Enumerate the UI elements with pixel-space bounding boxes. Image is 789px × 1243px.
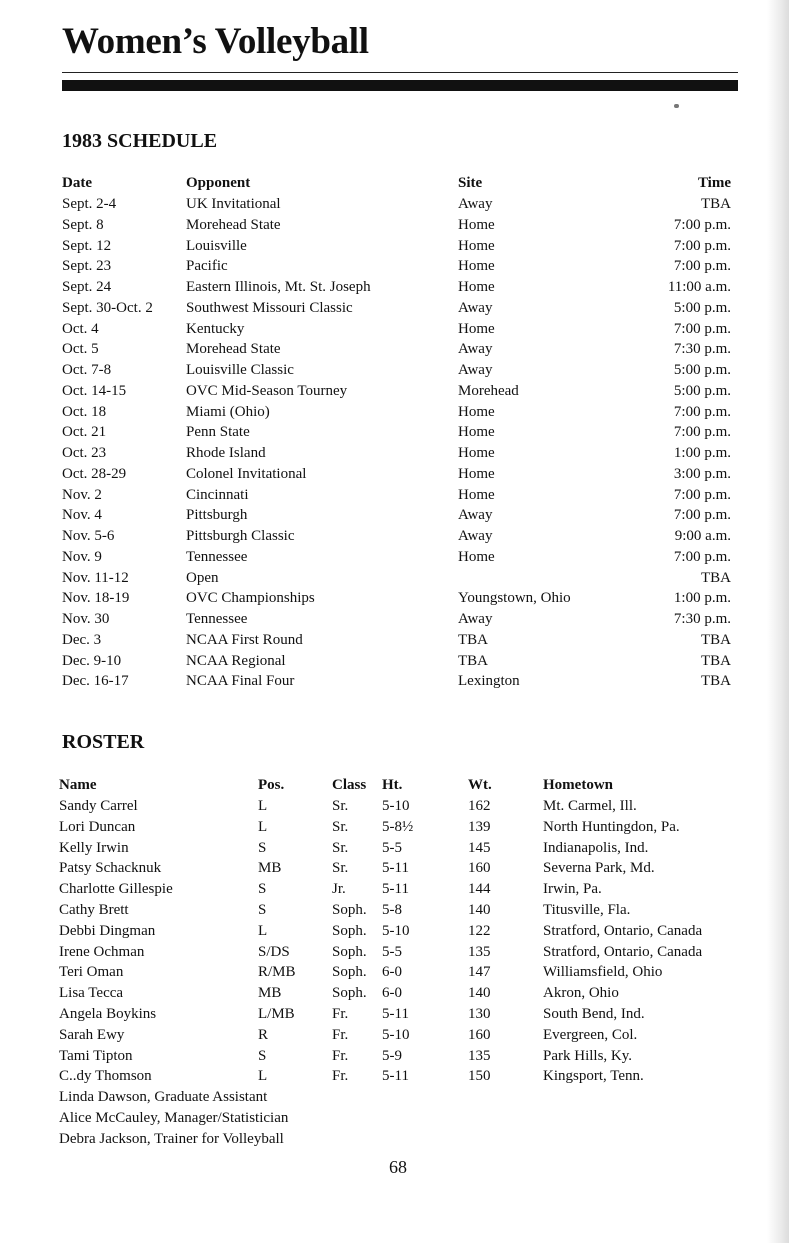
schedule-time: TBA [701,631,731,648]
roster-ht: 5-10 [382,798,410,814]
schedule-opponent: Pacific [186,258,228,275]
roster-class: Sr. [332,818,349,835]
schedule-row [0,609,760,630]
schedule-opponent: Open [186,569,219,586]
roster-row [0,838,760,859]
schedule-time: 7:00 p.m. [673,258,731,275]
roster-row [0,1025,760,1046]
roster-name: Sandy Carrel [59,798,138,814]
schedule-time: TBA [701,673,731,690]
schedule-time: 3:00 p.m. [673,465,731,482]
schedule-site: Home [458,486,495,503]
schedule-row [0,215,760,236]
schedule-date: Nov. 2 [62,486,102,503]
schedule-date: Sept. 8 [62,216,104,233]
roster-class: Fr. [332,1047,349,1064]
schedule-site: TBA [458,631,488,648]
roster-class: Fr. [332,1026,349,1043]
schedule-time: 7:00 p.m. [673,403,731,420]
schedule-opponent: Morehead State [186,341,281,358]
page-edge-shadow [767,0,789,1243]
roster-class: Soph. [332,985,367,1002]
schedule-time: 7:30 p.m. [673,341,731,358]
roster-pos: R [258,1026,269,1043]
schedule-site: Away [458,362,493,378]
schedule-col-date: Date [62,175,92,191]
roster-hometown: Titusville, Fla. [543,902,631,918]
schedule-site: Home [458,279,495,295]
schedule-row [0,298,760,319]
staff-line: Linda Dawson, Graduate Assistant [59,1089,268,1105]
staff-line: Debra Jackson, Trainer for Volleyball [59,1131,284,1147]
schedule-date: Sept. 12 [62,237,112,254]
schedule-row [0,568,760,589]
roster-pos: L [258,1068,268,1085]
roster-ht: 6-0 [382,985,402,1002]
schedule-row [0,547,760,568]
roster-pos: L [258,798,268,814]
roster-row [0,962,760,983]
roster-row [0,900,760,921]
roster-pos: S [258,881,267,898]
roster-ht: 5-10 [382,922,410,939]
roster-hometown: Stratford, Ontario, Canada [543,922,703,939]
roster-col-ht: Ht. [382,777,403,793]
schedule-site: Home [458,216,495,233]
schedule-date: Oct. 23 [62,445,107,461]
schedule-date: Nov. 11-12 [62,569,129,586]
roster-ht: 5-5 [382,943,402,960]
schedule-header-row [0,173,760,194]
roster-class: Jr. [332,881,346,898]
schedule-opponent: OVC Championships [186,590,315,607]
roster-col-pos: Pos. [258,777,285,793]
schedule-date: Oct. 28-29 [62,465,127,482]
roster-pos: MB [258,985,282,1002]
staff-line: Alice McCauley, Manager/Statistician [59,1110,289,1126]
schedule-time: 7:00 p.m. [673,237,731,254]
schedule-row [0,651,760,672]
schedule-date: Dec. 16-17 [62,673,129,690]
schedule-opponent: Eastern Illinois, Mt. St. Joseph [186,279,371,295]
roster-col-wt: Wt. [468,777,492,793]
roster-name: Irene Ochman [59,943,145,960]
roster-class: Soph. [332,943,367,960]
roster-row [0,879,760,900]
schedule-time: 5:00 p.m. [673,299,731,316]
roster-hometown: Park Hills, Ky. [543,1047,633,1064]
roster-pos: S [258,839,267,856]
schedule-opponent: Penn State [186,424,250,441]
schedule-site: Away [458,196,493,212]
schedule-date: Oct. 21 [62,424,107,441]
schedule-col-time: Time [697,175,731,191]
roster-row [0,858,760,879]
schedule-time: 1:00 p.m. [673,445,731,461]
schedule-time: TBA [701,652,731,669]
schedule-site: Home [458,320,495,337]
schedule-col-opponent: Opponent [186,175,251,191]
roster-hometown: South Bend, Ind. [543,1006,645,1022]
roster-wt: 140 [468,902,491,918]
roster-wt: 135 [468,943,491,960]
schedule-date: Nov. 4 [62,507,102,524]
schedule-row [0,671,760,692]
roster-hometown: Severna Park, Md. [543,860,655,877]
schedule-site: Away [458,341,493,358]
schedule-col-site: Site [458,175,483,191]
roster-class: Soph. [332,922,367,939]
roster-wt: 135 [468,1047,491,1064]
schedule-opponent: Louisville Classic [186,362,294,378]
schedule-site: Away [458,299,493,316]
schedule-row [0,277,760,298]
schedule-row [0,339,760,360]
schedule-row [0,422,760,443]
schedule-opponent: Tennessee [186,548,248,565]
schedule-time: 5:00 p.m. [673,382,731,399]
schedule-site: Away [458,611,493,627]
schedule-site: Home [458,445,495,461]
roster-wt: 122 [468,922,491,939]
roster-row [0,817,760,838]
schedule-site: Lexington [458,673,520,690]
schedule-time: 7:30 p.m. [673,611,731,627]
roster-ht: 5-8 [382,902,402,918]
schedule-time: 1:00 p.m. [673,590,731,607]
schedule-time: TBA [701,196,731,212]
schedule-date: Oct. 18 [62,403,107,420]
roster-wt: 145 [468,839,491,856]
roster-hometown: Kingsport, Tenn. [543,1068,644,1085]
roster-pos: MB [258,860,282,877]
schedule-row [0,485,760,506]
roster-row [0,942,760,963]
roster-hometown: Akron, Ohio [543,985,619,1002]
schedule-opponent: Cincinnati [186,486,249,503]
roster-pos: L/MB [258,1006,295,1022]
schedule-opponent: UK Invitational [186,196,281,212]
roster-ht: 5-11 [382,881,409,898]
roster-col-class: Class [332,777,367,793]
schedule-time: TBA [701,569,731,586]
schedule-site: Home [458,465,495,482]
roster-ht: 5-11 [382,1006,409,1022]
roster-ht: 5-8½ [382,818,414,835]
roster-pos: R/MB [258,964,296,981]
roster-hometown: North Huntingdon, Pa. [543,818,680,835]
schedule-site: Home [458,403,495,420]
schedule-row [0,256,760,277]
roster-hometown: Indianapolis, Ind. [543,839,649,856]
roster-hometown: Mt. Carmel, Ill. [543,798,637,814]
schedule-date: Nov. 30 [62,611,110,627]
schedule-opponent: NCAA Final Four [186,673,295,690]
print-speck [674,104,679,108]
roster-row [0,983,760,1004]
schedule-row [0,526,760,547]
roster-name: Kelly Irwin [59,839,129,856]
schedule-site: Away [458,507,493,524]
roster-ht: 6-0 [382,964,402,981]
schedule-row [0,630,760,651]
schedule-opponent: Pittsburgh Classic [186,528,295,544]
schedule-time: 7:00 p.m. [673,486,731,503]
schedule-row [0,588,760,609]
schedule-time: 7:00 p.m. [673,216,731,233]
schedule-time: 7:00 p.m. [673,424,731,441]
roster-ht: 5-10 [382,1026,410,1043]
schedule-site: Home [458,548,495,565]
roster-class: Fr. [332,1068,349,1085]
schedule-opponent: Rhode Island [186,445,266,461]
roster-pos: S [258,902,267,918]
schedule-opponent: Morehead State [186,216,281,233]
schedule-date: Sept. 24 [62,279,112,295]
roster-hometown: Irwin, Pa. [543,881,602,898]
title-rule-thick [62,80,738,91]
schedule-row [0,194,760,215]
schedule-date: Dec. 9-10 [62,652,122,669]
schedule-date: Oct. 7-8 [62,362,112,378]
schedule-date: Oct. 14-15 [62,382,127,399]
schedule-site: Away [458,528,493,544]
schedule-row [0,319,760,340]
roster-ht: 5-11 [382,860,409,877]
schedule-site: Morehead [458,382,519,399]
schedule-site: Youngstown, Ohio [458,590,571,607]
roster-name: Cathy Brett [59,902,129,918]
roster-name: Lori Duncan [59,818,136,835]
roster-ht: 5-9 [382,1047,402,1064]
roster-row [0,796,760,817]
roster-name: Debbi Dingman [59,922,156,939]
schedule-opponent: OVC Mid-Season Tourney [186,382,348,399]
roster-name: Sarah Ewy [59,1026,125,1043]
schedule-time: 7:00 p.m. [673,507,731,524]
schedule-time: 11:00 a.m. [667,279,731,295]
roster-ht: 5-11 [382,1068,409,1085]
schedule-site: Home [458,258,495,275]
schedule-date: Dec. 3 [62,631,102,648]
schedule-opponent: Kentucky [186,320,245,337]
roster-wt: 139 [468,818,491,835]
title-rule-thin [62,72,738,73]
roster-class: Soph. [332,964,367,981]
schedule-time: 9:00 a.m. [674,528,731,544]
schedule-date: Nov. 18-19 [62,590,130,607]
roster-wt: 162 [468,798,491,814]
schedule-date: Nov. 5-6 [62,528,115,544]
roster-name: C..dy Thomson [59,1068,152,1085]
schedule-time: 7:00 p.m. [673,548,731,565]
roster-class: Sr. [332,860,349,877]
schedule-site: TBA [458,652,488,669]
roster-row [0,921,760,942]
roster-class: Fr. [332,1006,349,1022]
schedule-row [0,443,760,464]
roster-class: Sr. [332,839,349,856]
roster-wt: 130 [468,1006,491,1022]
roster-col-name: Name [59,777,97,793]
roster-hometown: Stratford, Ontario, Canada [543,943,703,960]
schedule-row [0,402,760,423]
roster-name: Angela Boykins [59,1006,157,1022]
roster-pos: S [258,1047,267,1064]
schedule-opponent: Colonel Invitational [186,465,307,482]
schedule-time: 7:00 p.m. [673,320,731,337]
schedule-date: Sept. 2-4 [62,196,117,212]
page-number: 68 [389,1157,407,1177]
roster-class: Sr. [332,798,349,814]
roster-heading: ROSTER [62,731,145,753]
roster-name: Patsy Schacknuk [59,860,162,877]
schedule-opponent: Louisville [186,237,247,254]
roster-wt: 150 [468,1068,491,1085]
roster-col-hometown: Hometown [543,777,613,793]
roster-header-row [0,775,760,796]
roster-hometown: Evergreen, Col. [543,1026,638,1043]
roster-row [0,1046,760,1067]
roster-wt: 147 [468,964,491,981]
schedule-site: Home [458,237,495,254]
schedule-opponent: NCAA Regional [186,652,286,669]
roster-name: Teri Oman [59,964,124,981]
schedule-date: Nov. 9 [62,548,102,565]
schedule-opponent: Tennessee [186,611,248,627]
schedule-date: Sept. 30-Oct. 2 [62,299,153,316]
schedule-row [0,360,760,381]
schedule-opponent: Southwest Missouri Classic [186,299,353,316]
roster-hometown: Williamsfield, Ohio [543,964,663,981]
schedule-opponent: NCAA First Round [186,631,303,648]
roster-pos: L [258,818,268,835]
roster-name: Charlotte Gillespie [59,881,173,898]
roster-wt: 160 [468,1026,491,1043]
roster-wt: 140 [468,985,491,1002]
roster-name: Tami Tipton [59,1047,133,1064]
schedule-heading: 1983 SCHEDULE [62,130,218,152]
schedule-row [0,381,760,402]
schedule-row [0,464,760,485]
schedule-time: 5:00 p.m. [673,362,731,378]
roster-wt: 160 [468,860,491,877]
roster-wt: 144 [468,881,491,898]
page-title: Women’s Volleyball [62,21,369,62]
schedule-date: Sept. 23 [62,258,112,275]
roster-class: Soph. [332,902,367,918]
schedule-row [0,505,760,526]
roster-pos: L [258,922,268,939]
roster-row [0,1004,760,1025]
roster-ht: 5-5 [382,839,402,856]
schedule-date: Oct. 4 [62,320,99,337]
schedule-row [0,236,760,257]
roster-pos: S/DS [258,943,290,960]
schedule-date: Oct. 5 [62,341,99,358]
schedule-site: Home [458,424,495,441]
roster-name: Lisa Tecca [59,985,124,1002]
roster-row [0,1066,760,1087]
schedule-opponent: Pittsburgh [186,507,248,524]
schedule-opponent: Miami (Ohio) [186,403,270,420]
